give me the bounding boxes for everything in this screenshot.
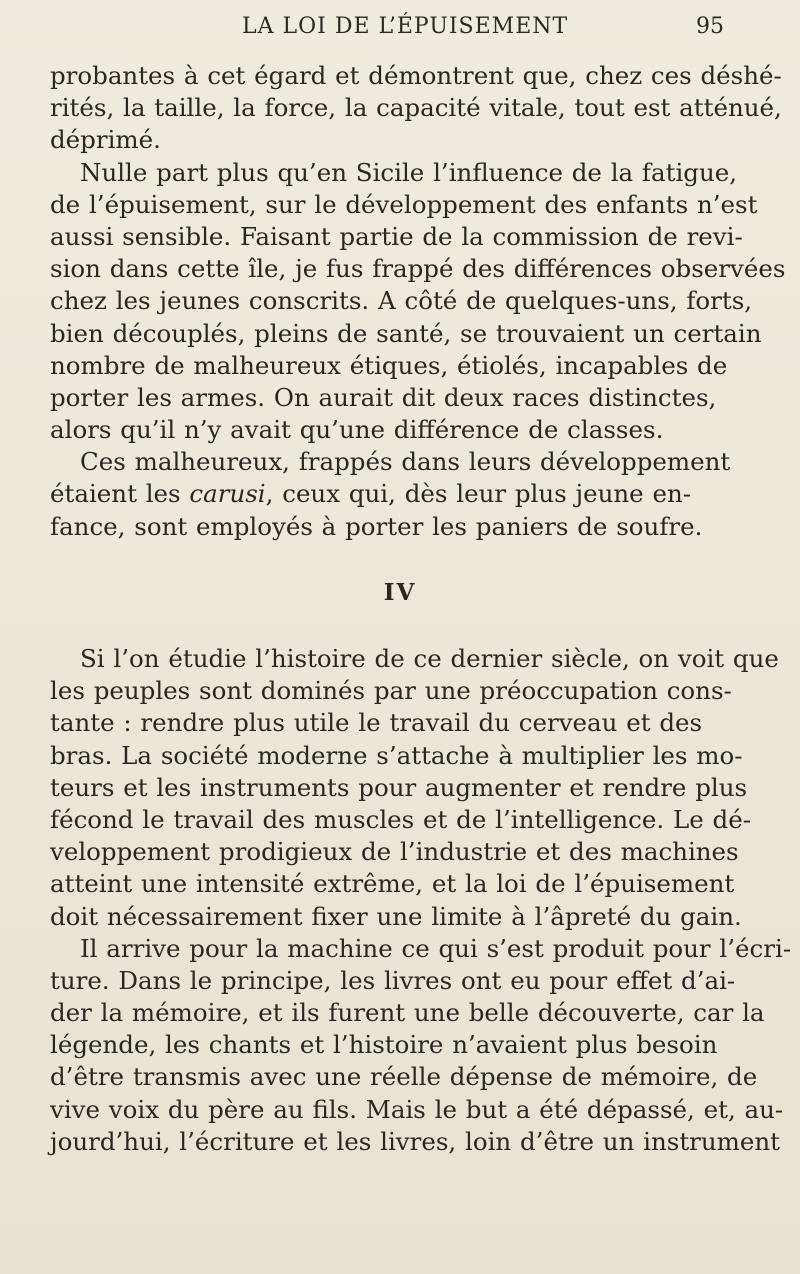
text-line: légende, les chants et l’histoire n’avaient plus besoin bbox=[50, 1030, 718, 1060]
running-title: LA LOI DE L’ÉPUISEMENT bbox=[242, 14, 569, 39]
text-line: teurs et les instruments pour augmenter et rendre plus bbox=[50, 772, 748, 802]
text-line: Si l’on étudie l’histoire de ce dernier siècle, on voit que bbox=[80, 644, 779, 673]
text-line: Ces malheureux, frappés dans leurs développement bbox=[80, 447, 731, 477]
section-heading: IV bbox=[383, 578, 417, 606]
text-line: bras. La société moderne s’attache à multiplier les mo- bbox=[50, 740, 743, 770]
text-line: vive voix du père au fils. Mais le but a été dépassé, et, au- bbox=[50, 1094, 784, 1124]
paragraph-2 bbox=[50, 157, 786, 447]
text-line: Il arrive pour la machine ce qui s’est produit pour l’écri- bbox=[80, 933, 792, 963]
text-line: doit nécessairement fixer une limite à l’âpreté du gain. bbox=[50, 901, 742, 931]
page-number: 95 bbox=[696, 14, 724, 39]
text-line: alors qu’il n’y avait qu’une différence de classes. bbox=[50, 415, 664, 445]
paragraph-3 bbox=[50, 446, 750, 543]
text-line: rités, la taille, la force, la capacité vitale, tout est atténué, bbox=[50, 93, 782, 123]
text-fragment: , ceux qui, dès leur plus jeune en- bbox=[265, 479, 692, 509]
text-line: les peuples sont dominés par une préoccupation cons- bbox=[50, 676, 732, 706]
paragraph-5 bbox=[50, 933, 792, 1158]
italic-word-carusi: carusi bbox=[189, 479, 266, 509]
text-fragment: étaient les bbox=[50, 479, 190, 509]
text-line: ture. Dans le principe, les livres ont eu pour effet d’ai- bbox=[50, 965, 736, 995]
text-line: fance, sont employés à porter les paniers de soufre. bbox=[50, 511, 703, 541]
text-line: bien découplés, pleins de santé, se trouvaient un certain bbox=[50, 318, 762, 348]
text-line: jourd’hui, l’écriture et les livres, loin d’être un instrument bbox=[50, 1126, 781, 1156]
paragraph-4 bbox=[50, 643, 779, 933]
text-line: probantes à cet égard et démontrent que, chez ces déshé- bbox=[50, 61, 782, 90]
body-text bbox=[50, 60, 792, 1158]
text-line: déprimé. bbox=[50, 125, 161, 155]
text-line: d’être transmis avec une réelle dépense de mémoire, de bbox=[50, 1062, 758, 1092]
text-line: fécond le travail des muscles et de l’intelligence. Le dé- bbox=[50, 804, 751, 834]
text-line: veloppement prodigieux de l’industrie et des machines bbox=[50, 837, 739, 867]
text-line: atteint une intensité extrême, et la loi de l’épuisement bbox=[50, 869, 735, 899]
text-line: nombre de malheureux étiques, étiolés, incapables de bbox=[50, 350, 728, 380]
text-line bbox=[50, 478, 750, 510]
text-line: porter les armes. On aurait dit deux races distinctes, bbox=[50, 382, 717, 412]
text-line: tante : rendre plus utile le travail du cerveau et des bbox=[50, 708, 703, 738]
running-head bbox=[70, 14, 730, 44]
text-line: sion dans cette île, je fus frappé des différences observées bbox=[50, 254, 786, 284]
text-line: der la mémoire, et ils furent une belle découverte, car la bbox=[50, 998, 765, 1028]
text-line: Nulle part plus qu’en Sicile l’influence de la fatigue, bbox=[80, 157, 738, 187]
text-line: aussi sensible. Faisant partie de la commission de revi- bbox=[50, 221, 743, 251]
paragraph-1 bbox=[50, 60, 782, 157]
text-line: de l’épuisement, sur le développement des enfants n’est bbox=[50, 189, 758, 219]
text-line: chez les jeunes conscrits. A côté de quelques-uns, forts, bbox=[50, 286, 753, 316]
